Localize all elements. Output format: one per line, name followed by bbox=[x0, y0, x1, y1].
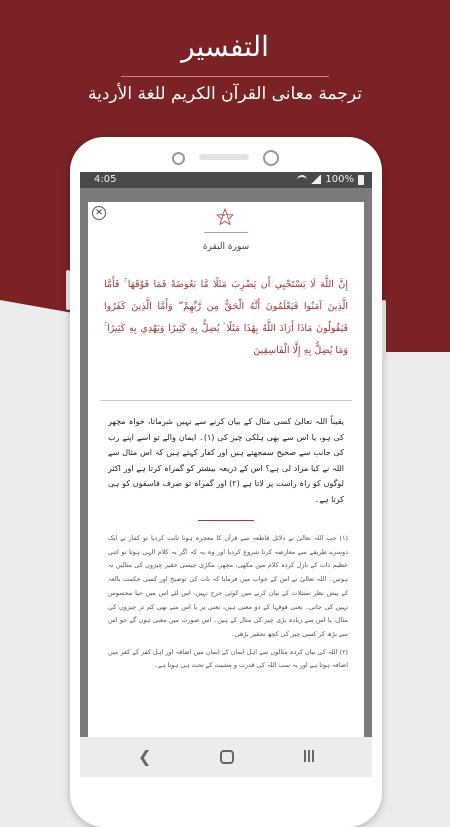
battery-icon bbox=[358, 175, 364, 185]
ayah-arabic-text: إِنَّ اللَّهَ لَا يَسْتَحْيِي أَن يَضْرِبَ مَثَلًا مَّا بَعُوضَةً فَمَا فَوْقَهَا ۚ فَأَمَّا الَّذِينَ آمَنُوا فَيَعْلَمُونَ أَنَّهُ الْحَقُّ مِن رَّبِّهِمْ ۖ وَأَمَّا الَّذِينَ كَفَرُوا فَيَقُولُونَ مَاذَا أَرَادَ اللَّهُ بِهَٰذَا مَثَلًا ۘ يُضِلُّ بِهِ كَثِيرًا وَيَهْدِي بِهِ كَثِيرًا ۚ وَمَا يُضِلُّ بِهِ إِلَّا الْفَاسِقِينَ bbox=[104, 279, 348, 356]
recent-apps-icon[interactable] bbox=[304, 750, 316, 762]
phone-sensor bbox=[172, 152, 185, 165]
page-number: ٣٦ bbox=[221, 213, 229, 221]
urdu-translation: یقیناً اللہ تعالیٰ کسی مثال کے بیان کرنے سے نہیں شرماتا، خواہ مچھر کی ہو، یا اس سے بھی ہلکی چیز کی (۱)۔ ایمان والے تو اسے اپنے رب کی جانب سے صحیح سمجھتے ہیں اور کفار کہتے ہیں کہ اس مثال سے اللہ نے کیا مراد لی ہے؟ اس کے ذریعہ بیشتر کو گمراہ کرتا ہے اور اکثر لوگوں کو راہ راست پر لاتا ہے (۲) اور گمراہ تو صرف فاسقوں کو ہی کرتا ہے۔ bbox=[108, 417, 344, 504]
wifi-icon bbox=[297, 175, 307, 185]
tafsir-page bbox=[88, 202, 364, 772]
phone-side-button-right bbox=[382, 300, 386, 360]
status-indicators bbox=[297, 174, 364, 185]
section-divider bbox=[100, 400, 352, 401]
status-bar bbox=[80, 172, 372, 188]
surah-divider bbox=[204, 232, 248, 233]
status-time: 4:05 bbox=[94, 174, 117, 185]
promo-title: التفسير bbox=[181, 30, 269, 63]
back-icon[interactable]: ❮ bbox=[138, 747, 152, 766]
phone-speaker bbox=[199, 154, 249, 160]
tafsir-notes bbox=[108, 532, 348, 677]
battery-text: 100% bbox=[325, 174, 354, 185]
tafsir-note: (۲) اللہ کی بیان کردہ مثالوں سے اہل ایمان کے ایمان میں اضافہ اور اہل کفر کے کفر میں اضافہ ہوتا ہے اور یہ سب اللہ کی قدرت و مشیت کے تحت ہی ہوتا ہے۔ bbox=[108, 647, 348, 670]
promo-subtitle: ترجمة معانى القرآن الكريم للغة الأردية bbox=[88, 84, 362, 104]
phone-camera bbox=[263, 150, 279, 166]
page-number-badge bbox=[215, 208, 235, 228]
signal-icon bbox=[311, 175, 321, 184]
phone-side-button-left bbox=[66, 270, 70, 310]
home-icon[interactable] bbox=[220, 750, 234, 764]
tafsir-note: (۱) جب اللہ تعالیٰ نے دلائل قاطعہ سے قرآن کا معجزہ ہونا ثابت کردیا تو کفار نے ایک دوسرے طریقے سے معارضہ کرنا شروع کردیا اور وہ یہ کہ اگر یہ کلام الہی ہوتا تو اتنی عظیم ذات کے نازل کردہ کلام میں مکھی، مچھر، مکڑی جیسی حقیر چیزوں کی مثالیں نہ ہوتیں۔ اللہ تعالیٰ نے اس کے جواب میں فرمایا کہ بات کی توضیح اور کسی حکمت بالغہ کے پیش نظر تمثیلات کے بیان کرنے میں کوئی حرج نہیں، اس لئے اس میں حیا محسوس نہیں کی جاتی۔ یعنی فوقہا کے دو معنی ہیں، یعنی پر یا اس سے بھی کم تر چیزوں کی مثال، یا اس سے زیادہ بڑی چیز کی مثال کے ہیں۔ اس صورت میں معنی ہوں گے جو اس سے بڑھ کر کسی چیز کی کچھ تحقیر بڑھی۔ bbox=[108, 534, 348, 638]
close-icon[interactable]: ✕ bbox=[92, 206, 106, 220]
phone-screen bbox=[80, 172, 372, 772]
notes-divider bbox=[198, 520, 254, 521]
promo-divider bbox=[121, 76, 329, 77]
surah-name: سورة البقرة bbox=[202, 242, 250, 252]
android-nav-bar bbox=[80, 737, 372, 777]
